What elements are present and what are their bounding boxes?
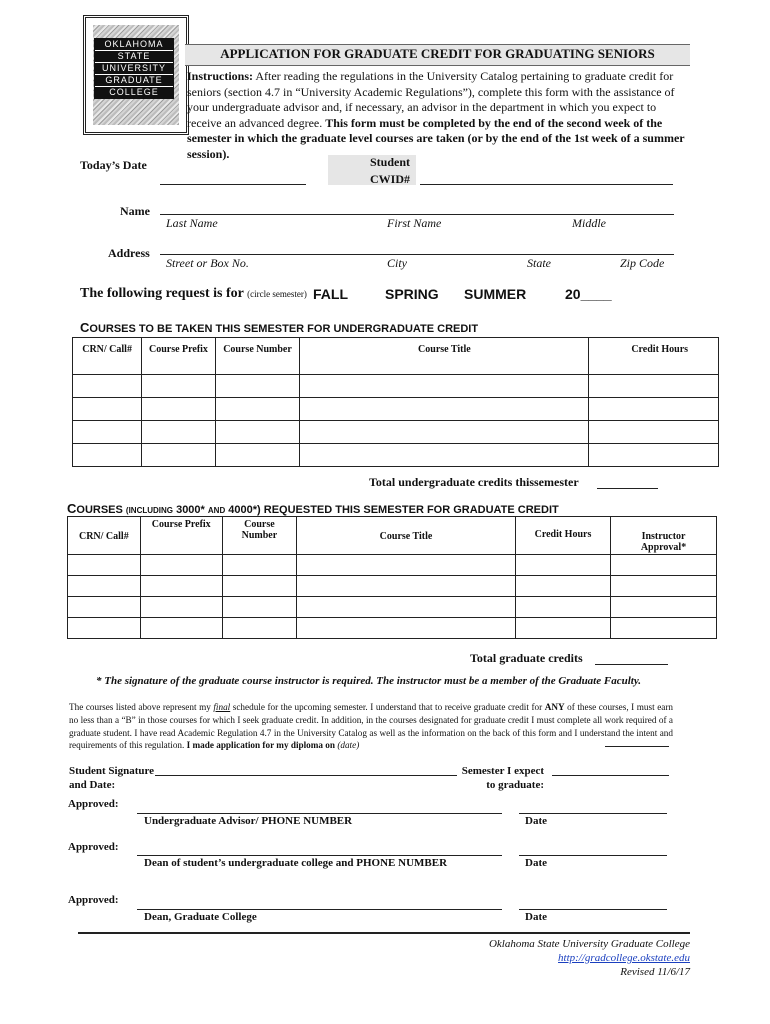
expected-graduation-field[interactable] xyxy=(552,775,669,776)
request-hint: (circle semester) xyxy=(247,289,307,299)
col-prefix: Course Prefix xyxy=(140,517,222,555)
footer-url-link[interactable]: http://gradcollege.okstate.edu xyxy=(558,952,690,964)
cwid-field[interactable] xyxy=(420,184,673,185)
footer xyxy=(380,937,690,979)
col-credit-hours: Credit Hours xyxy=(515,517,610,555)
cell[interactable] xyxy=(142,375,215,398)
zip-label: Zip Code xyxy=(620,256,665,270)
approved-label-3: Approved: xyxy=(68,894,119,906)
cell[interactable] xyxy=(68,618,141,639)
instructor-signature-note: * The signature of the graduate course instructor is required. The instructor must be a member of the Graduate Faculty. xyxy=(96,675,642,687)
semester-fall[interactable]: FALL xyxy=(313,286,348,302)
cell[interactable] xyxy=(515,555,610,576)
cell[interactable] xyxy=(215,421,300,444)
middle-label: Middle xyxy=(572,216,606,230)
name-field[interactable] xyxy=(160,214,674,215)
table-row xyxy=(68,555,717,576)
city-label: City xyxy=(387,256,407,270)
cell[interactable] xyxy=(297,576,516,597)
cell[interactable] xyxy=(73,421,142,444)
table-row xyxy=(68,597,717,618)
cell[interactable] xyxy=(297,597,516,618)
grad-courses-table xyxy=(67,516,717,639)
dean-students-signature-field[interactable] xyxy=(137,855,502,856)
cell[interactable] xyxy=(589,398,719,421)
cell[interactable] xyxy=(222,555,296,576)
name-label: Name xyxy=(120,204,150,218)
semester-summer[interactable]: SUMMER xyxy=(464,286,527,302)
date-label: Date xyxy=(525,857,547,869)
cell[interactable] xyxy=(73,444,142,467)
advisor-signature-field[interactable] xyxy=(137,813,502,814)
table-row xyxy=(73,398,719,421)
col-number: Course Number xyxy=(222,517,296,555)
cell[interactable] xyxy=(297,555,516,576)
cell[interactable] xyxy=(140,576,222,597)
expected-graduation-label: Semester I expect to graduate: xyxy=(461,765,544,791)
table-row xyxy=(68,618,717,639)
cell[interactable] xyxy=(142,444,215,467)
todays-date-label: Today’s Date xyxy=(80,158,147,172)
cell[interactable] xyxy=(611,576,717,597)
cell[interactable] xyxy=(297,618,516,639)
grad-total-field[interactable] xyxy=(595,664,668,665)
table-row xyxy=(73,444,719,467)
instructions-label: Instructions: xyxy=(187,69,254,83)
advisor-label: Undergraduate Advisor/ PHONE NUMBER xyxy=(144,815,353,827)
diploma-date-field[interactable] xyxy=(605,746,669,747)
date-label: Date xyxy=(525,911,547,923)
table-header-row xyxy=(73,338,719,375)
address-label: Address xyxy=(108,246,150,260)
cell[interactable] xyxy=(589,375,719,398)
address-field[interactable] xyxy=(160,254,674,255)
cell[interactable] xyxy=(515,618,610,639)
cell[interactable] xyxy=(300,398,589,421)
col-number: Course Number xyxy=(215,338,300,375)
dean-grad-signature-field[interactable] xyxy=(137,909,502,910)
cell[interactable] xyxy=(215,398,300,421)
cell[interactable] xyxy=(611,618,717,639)
date-label: Date xyxy=(525,815,547,827)
cell[interactable] xyxy=(300,444,589,467)
year-field[interactable]: 20____ xyxy=(565,286,612,302)
cell[interactable] xyxy=(222,576,296,597)
undergrad-courses-table xyxy=(72,337,719,467)
table-row xyxy=(68,576,717,597)
cell[interactable] xyxy=(300,421,589,444)
col-title: Course Title xyxy=(297,517,516,555)
instructions-deadline: This form must be completed by the end of the second week of the semester in which the graduate level courses are taken (or by the end of the 1st week of a summer session). xyxy=(187,115,685,161)
dean-students-label: Dean of student’s undergraduate college and PHONE NUMBER xyxy=(144,857,448,869)
cwid-label: CWID# xyxy=(370,172,411,186)
osu-graduate-college-logo xyxy=(83,15,189,135)
instructions xyxy=(187,69,687,162)
advisor-date-field[interactable] xyxy=(519,813,667,814)
grad-total-label: Total graduate credits xyxy=(470,651,583,665)
cell[interactable] xyxy=(222,597,296,618)
cell[interactable] xyxy=(140,597,222,618)
col-instructor-approval: Instructor Approval* xyxy=(611,517,717,555)
cell[interactable] xyxy=(515,597,610,618)
cell[interactable] xyxy=(142,421,215,444)
cell[interactable] xyxy=(215,375,300,398)
undergrad-total-field[interactable] xyxy=(597,488,658,489)
col-crn: CRN/ Call# xyxy=(68,517,141,555)
approved-label-2: Approved: xyxy=(68,841,119,853)
cell[interactable] xyxy=(589,444,719,467)
form-title: APPLICATION FOR GRADUATE CREDIT FOR GRADUATING SENIORS xyxy=(220,46,655,61)
cell[interactable] xyxy=(140,618,222,639)
state-label: State xyxy=(527,256,551,270)
instructions-text: After reading the regulations in the University Catalog pertaining to graduate credit for seniors (section 4.7 in “University Academic Regulations”), complete this form with the assistance of your undergraduate advisor and, if necessary, an advisor in the department in which you expect to receive an advanced degree. xyxy=(187,69,675,130)
footer-revised: Revised 11/6/17 xyxy=(620,966,690,978)
footer-rule xyxy=(78,932,690,934)
cell[interactable] xyxy=(515,576,610,597)
todays-date-field[interactable] xyxy=(160,184,306,185)
cell[interactable] xyxy=(300,375,589,398)
request-label: The following request is for (circle semester) xyxy=(80,286,307,301)
table-row xyxy=(73,375,719,398)
undergrad-table-heading: COURSES TO BE TAKEN THIS SEMESTER FOR UNDERGRADUATE CREDIT xyxy=(80,320,479,335)
student-statement: The courses listed above represent my final schedule for the upcoming semester. I understand that to receive graduate credit for ANY of these courses, I must earn no less than a “B” in those courses for which I seek graduate credit. In addition, in the courses designated for graduate credit I must complete all work required of a graduate student. I have read Academic Regulation 4.7 in the University Catalog as well as the information on the back of this form and I understand the intent and requirements of this regulation. I made application for my diploma on (date) xyxy=(69,702,674,751)
col-prefix: Course Prefix xyxy=(142,338,215,375)
cell[interactable] xyxy=(589,421,719,444)
cell[interactable] xyxy=(611,555,717,576)
table-header-row xyxy=(68,517,717,555)
cell[interactable] xyxy=(68,576,141,597)
col-title: Course Title xyxy=(300,338,589,375)
col-crn: CRN/ Call# xyxy=(73,338,142,375)
cell[interactable] xyxy=(68,597,141,618)
last-name-label: Last Name xyxy=(166,216,218,230)
student-signature-field[interactable] xyxy=(155,775,457,776)
semester-spring[interactable]: SPRING xyxy=(385,286,439,302)
student-label: Student xyxy=(370,155,411,169)
footer-org: Oklahoma State University Graduate College xyxy=(488,938,690,950)
grad-table-heading: COURSES (INCLUDING 3000* AND 4000*) REQUESTED THIS SEMESTER FOR GRADUATE CREDIT xyxy=(67,501,559,516)
col-credit-hours: Credit Hours xyxy=(589,338,719,375)
approved-label-1: Approved: xyxy=(68,798,119,810)
street-label: Street or Box No. xyxy=(166,256,249,270)
undergrad-total-label: Total undergraduate credits thissemester xyxy=(369,475,579,489)
table-row xyxy=(73,421,719,444)
cell[interactable] xyxy=(73,375,142,398)
student-signature-label: Student Signature and Date: xyxy=(69,765,155,791)
cell[interactable] xyxy=(222,618,296,639)
cell[interactable] xyxy=(68,555,141,576)
dean-students-date-field[interactable] xyxy=(519,855,667,856)
cell[interactable] xyxy=(142,398,215,421)
cell[interactable] xyxy=(215,444,300,467)
cell[interactable] xyxy=(73,398,142,421)
cell[interactable] xyxy=(140,555,222,576)
dean-grad-label: Dean, Graduate College xyxy=(144,911,257,923)
first-name-label: First Name xyxy=(387,216,442,230)
dean-grad-date-field[interactable] xyxy=(519,909,667,910)
logo-wordmark: OKLAHOMA STATE UNIVERSITY GRADUATE COLLEGE xyxy=(94,38,174,99)
cell[interactable] xyxy=(611,597,717,618)
